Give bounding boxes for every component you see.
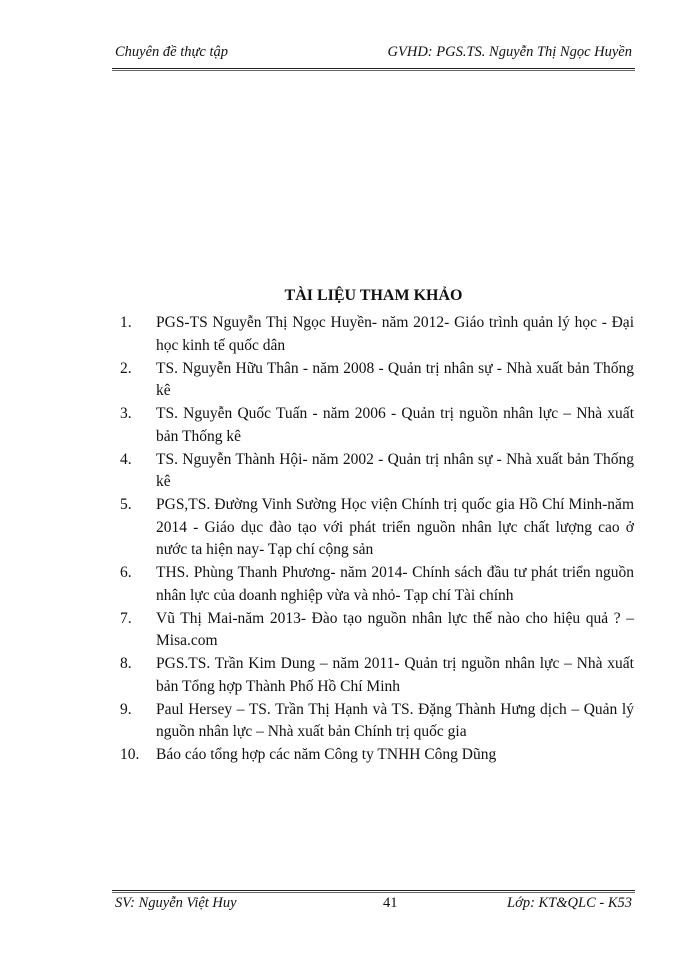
footer-divider — [112, 890, 635, 891]
reference-number: 2. — [120, 359, 132, 377]
reference-number: 1. — [120, 314, 132, 331]
reference-number: 8. — [120, 655, 132, 672]
reference-item — [120, 699, 634, 744]
reference-text: PGS.TS. Trần Kim Dung – năm 2011- Quản trị nguồn nhân lực – Nhà xuất bản Tổng hợp Thành Phố Hồ Chí Minh — [156, 655, 634, 695]
reference-number: 3. — [120, 405, 132, 422]
reference-number: 4. — [120, 450, 132, 468]
reference-item — [120, 494, 634, 562]
reference-item — [120, 358, 634, 403]
reference-number: 5. — [120, 496, 132, 513]
reference-text: Báo cáo tổng hợp các năm Công ty TNHH Công Dũng — [156, 746, 497, 763]
reference-number: 9. — [120, 700, 132, 718]
reference-text: Paul Hersey – TS. Trần Thị Hạnh và TS. Đặng Thành Hưng dịch – Quản lý nguồn nhân lực – Nhà xuất bản Chính trị quốc gia — [156, 700, 634, 740]
reference-number: 10. — [120, 746, 140, 763]
reference-item — [120, 608, 634, 653]
footer-student: SV: Nguyễn Việt Huy — [115, 895, 237, 911]
reference-text: PGS-TS Nguyễn Thị Ngọc Huyền- năm 2012- Giáo trình quản lý học - Đại học kinh tế quốc dân — [156, 314, 634, 354]
reference-text: TS. Nguyễn Thành Hội- năm 2002 - Quản trị nhân sự - Nhà xuất bản Thống kê — [156, 450, 634, 490]
reference-item — [120, 403, 634, 448]
reference-number: 7. — [120, 609, 132, 627]
header-supervisor: GVHD: PGS.TS. Nguyễn Thị Ngọc Huyền — [387, 44, 632, 60]
reference-text: TS. Nguyễn Hữu Thân - năm 2008 - Quản trị nhân sự - Nhà xuất bản Thống kê — [156, 359, 634, 399]
footer-divider-thin — [112, 892, 635, 893]
reference-text: THS. Phùng Thanh Phương- năm 2014- Chính sách đầu tư phát triển nguồn nhân lực của doanh nghiệp vừa và nhỏ- Tạp chí Tài chính — [156, 564, 634, 604]
header-report-type: Chuyên đề thực tập — [115, 44, 229, 60]
page-header — [115, 44, 632, 64]
page-number: 41 — [383, 895, 398, 911]
reference-item — [120, 449, 634, 494]
reference-text: TS. Nguyễn Quốc Tuấn - năm 2006 - Quản trị nguồn nhân lực – Nhà xuất bản Thống kê — [156, 405, 634, 445]
reference-number: 6. — [120, 564, 132, 581]
reference-item — [120, 562, 634, 607]
footer-class: Lớp: KT&QLC - K53 — [507, 895, 632, 911]
reference-item — [120, 312, 634, 357]
header-divider-thin — [112, 70, 635, 71]
reference-item — [120, 744, 634, 767]
reference-item — [120, 653, 634, 698]
reference-list — [120, 312, 634, 767]
header-divider — [112, 68, 635, 69]
reference-text: PGS,TS. Đường Vinh Sường Học viện Chính trị quốc gia Hồ Chí Minh-năm 2014 - Giáo dục đào tạo với phát triển nguồn nhân lực chất lượng cao ở nước ta hiện nay- Tạp chí cộng sản — [156, 496, 634, 558]
page-title: TÀI LIỆU THAM KHẢO — [284, 287, 463, 304]
reference-text: Vũ Thị Mai-năm 2013- Đào tạo nguồn nhân lực thế nào cho hiệu quả ? – Misa.com — [156, 609, 634, 649]
page-footer — [115, 895, 632, 915]
